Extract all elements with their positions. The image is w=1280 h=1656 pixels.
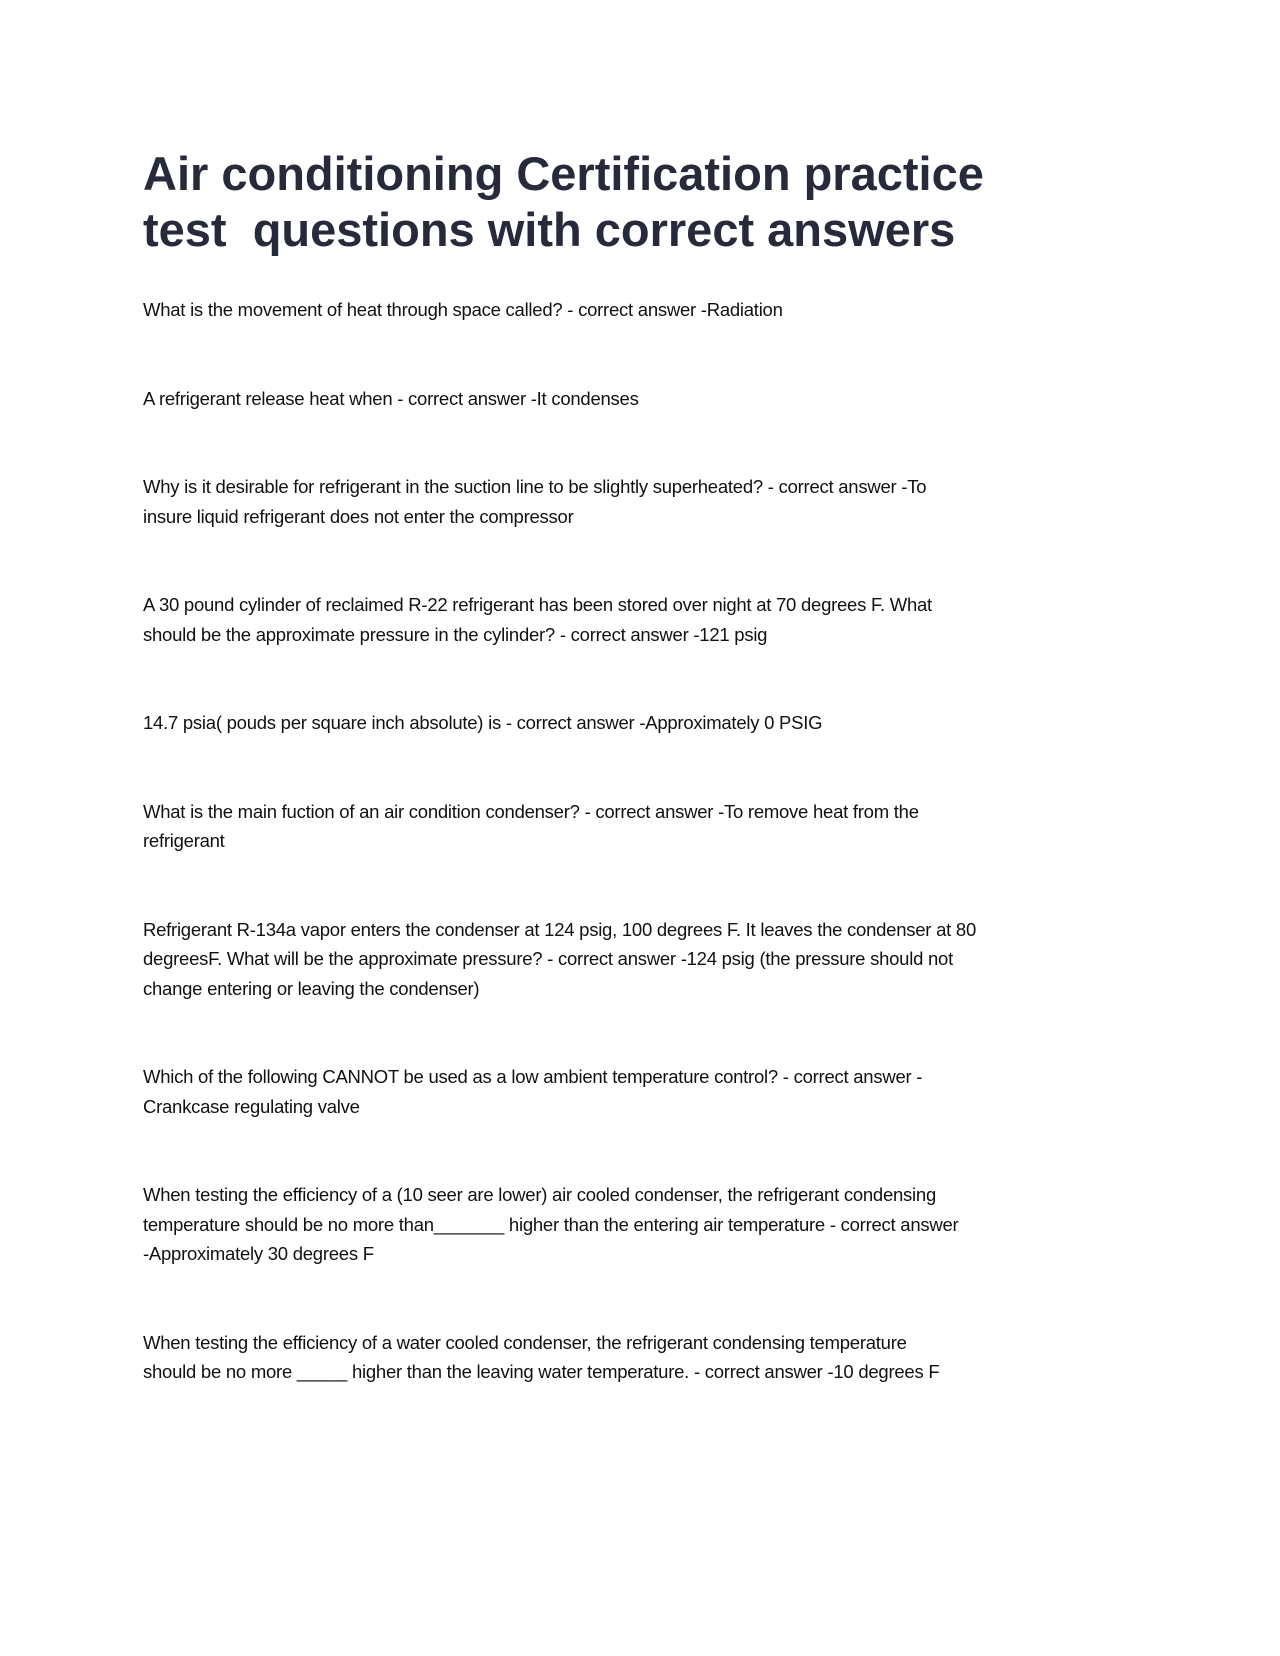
qa-text-line: What is the movement of heat through space called? - correct answer -Radiation <box>143 299 783 320</box>
qa-text-line: A refrigerant release heat when - correct answer -It condenses <box>143 387 639 409</box>
qa-text-line: 14.7 psia( pouds per square inch absolute) is - correct answer -Approximately 0 PSIG <box>143 712 823 733</box>
title-line: Air conditioning Certification practice <box>143 147 984 200</box>
qa-item <box>143 1328 1143 1387</box>
title-line: test questions with correct answers <box>143 203 956 256</box>
qa-text-line: -Approximately 30 degrees F <box>143 1243 374 1264</box>
qa-list <box>143 295 1143 1446</box>
qa-text-line: change entering or leaving the condenser) <box>143 977 480 999</box>
qa-text-line: A 30 pound cylinder of reclaimed R-22 refrigerant has been stored over night at 70 degrees F. What <box>143 594 932 615</box>
qa-text-line: Refrigerant R-134a vapor enters the condenser at 124 psig, 100 degrees F. It leaves the condenser at 80 <box>143 918 976 940</box>
qa-item <box>143 1180 1143 1269</box>
qa-text-line: Which of the following CANNOT be used as a low ambient temperature control? - correct answer - <box>143 1066 923 1087</box>
qa-text-line: temperature should be no more than_______ higher than the entering air temperature - correct answer <box>143 1213 959 1235</box>
qa-text-line: What is the main fuction of an air condition condenser? - correct answer -To remove heat from the <box>143 800 919 822</box>
qa-item <box>143 708 1143 738</box>
qa-item <box>143 590 1143 649</box>
qa-text-line: should be no more _____ higher than the leaving water temperature. - correct answer -10 degrees F <box>143 1361 940 1382</box>
qa-text-line: degreesF. What will be the approximate pressure? - correct answer -124 psig (the pressure should not <box>143 948 953 969</box>
qa-item <box>143 915 1143 1004</box>
qa-text-line: When testing the efficiency of a (10 seer are lower) air cooled condenser, the refrigerant condensing <box>143 1184 936 1205</box>
qa-item <box>143 384 1143 414</box>
qa-text-line: should be the approximate pressure in the cylinder? - correct answer -121 psig <box>143 623 768 645</box>
qa-text-line: Why is it desirable for refrigerant in the suction line to be slightly superheated? - correct answer -To <box>143 476 927 497</box>
document-title <box>143 146 1143 258</box>
qa-text-line: refrigerant <box>143 830 225 851</box>
qa-text-line: Crankcase regulating valve <box>143 1095 360 1117</box>
qa-item <box>143 472 1143 531</box>
qa-text-line: When testing the efficiency of a water cooled condenser, the refrigerant condensing temperature <box>143 1331 907 1353</box>
qa-item <box>143 295 1143 325</box>
qa-text-line: insure liquid refrigerant does not enter the compressor <box>143 505 574 527</box>
qa-item <box>143 1062 1143 1121</box>
qa-item <box>143 797 1143 856</box>
